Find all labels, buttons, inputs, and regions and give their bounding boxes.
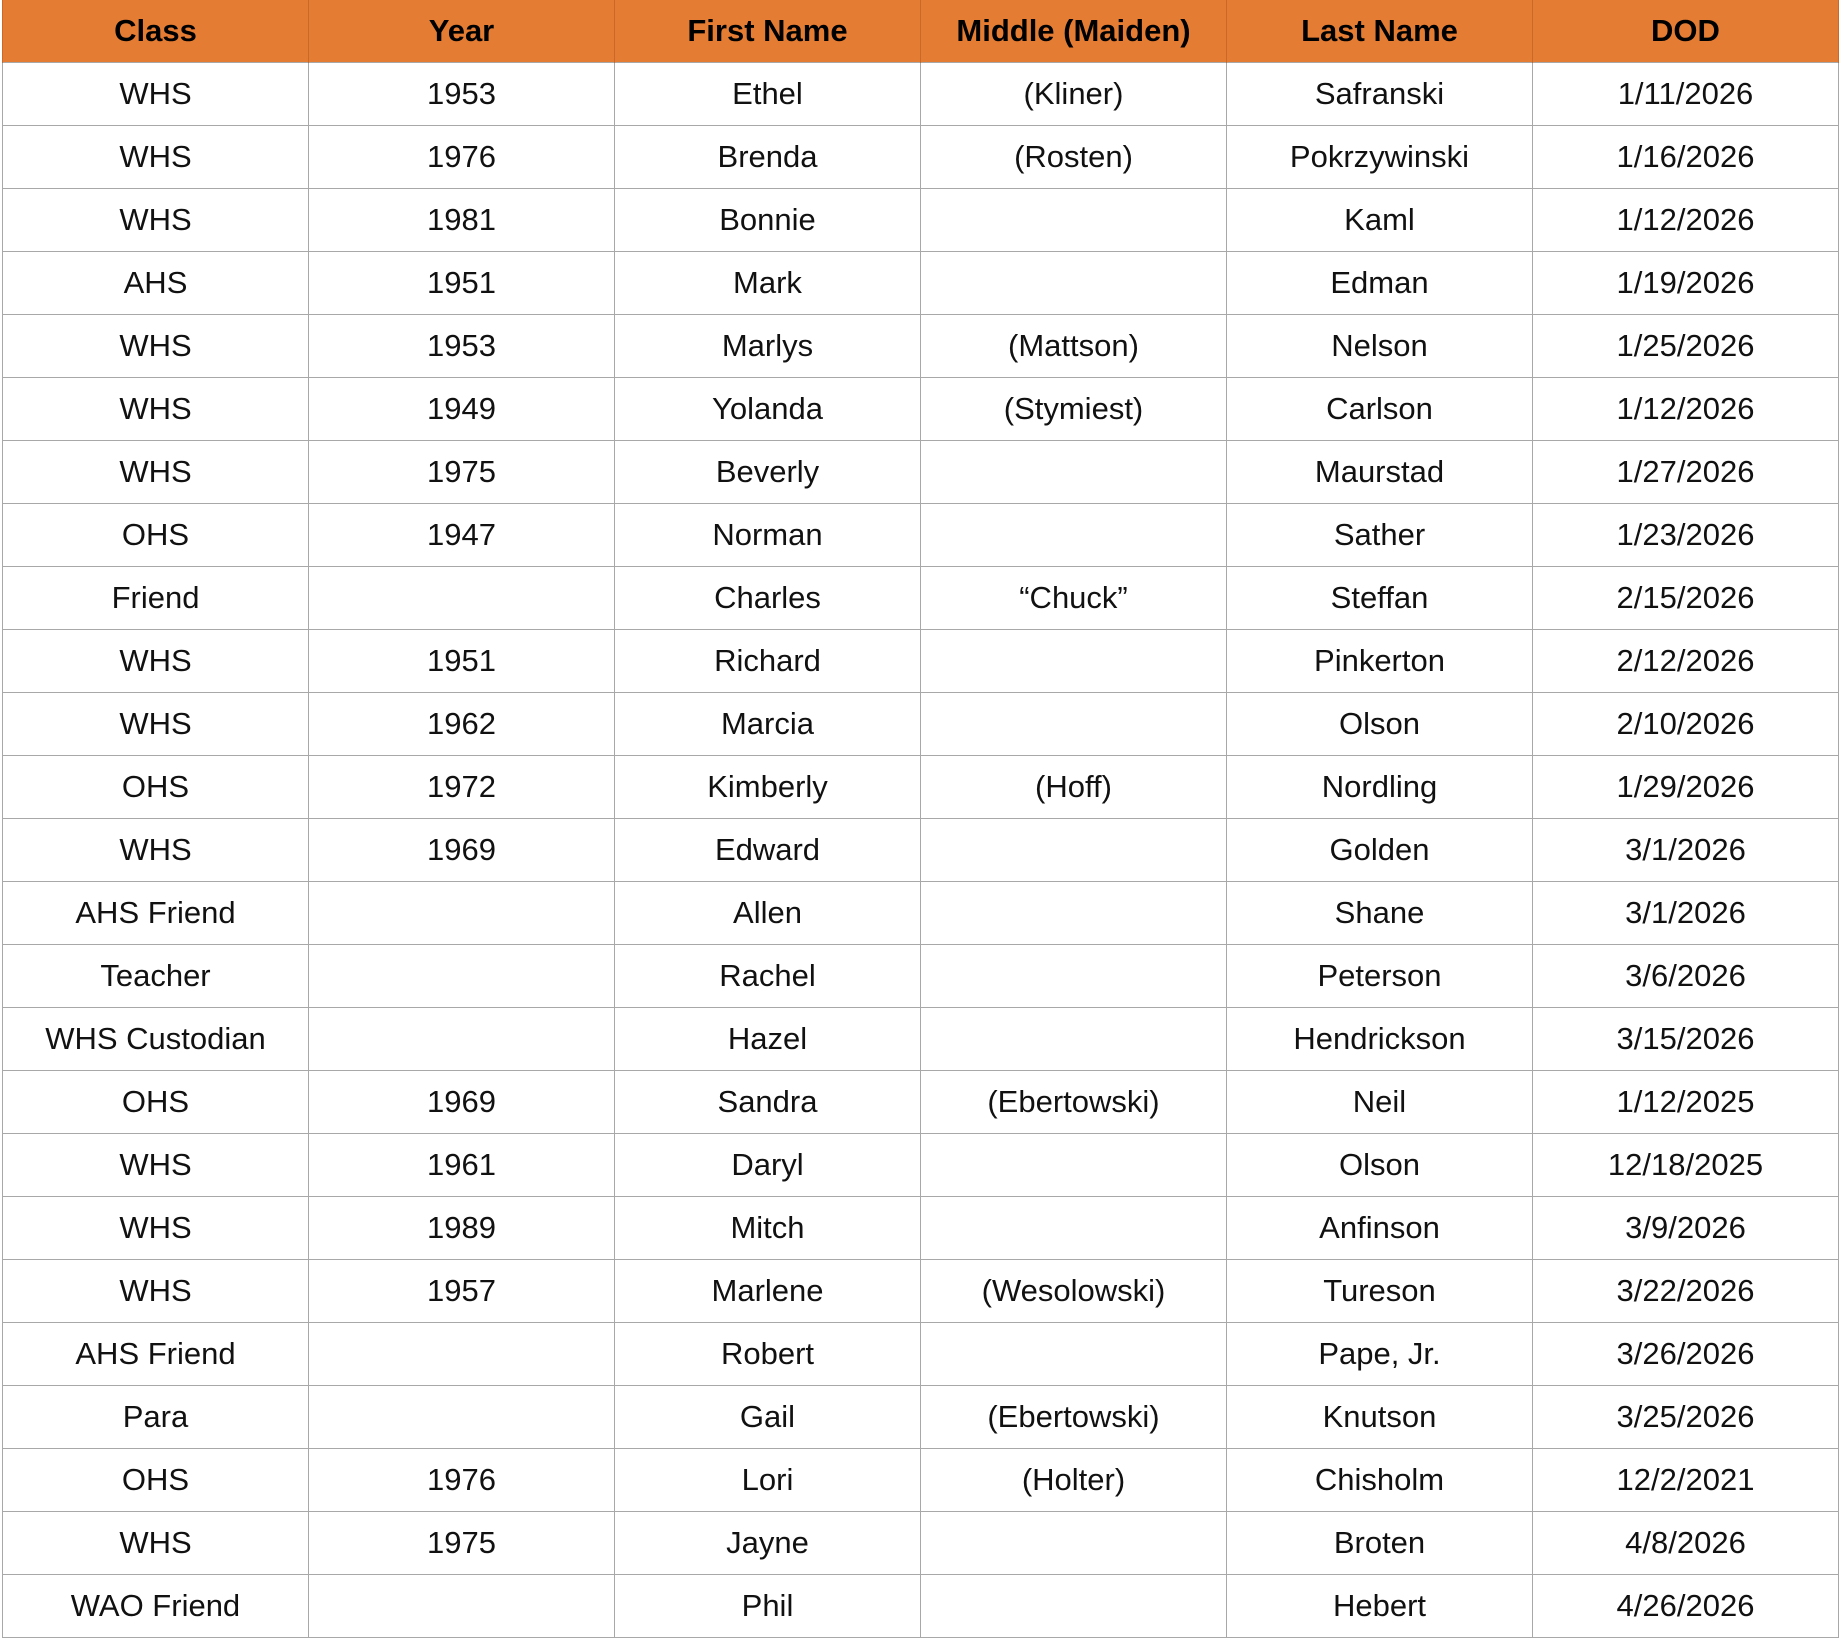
cell-class: OHS: [3, 1449, 309, 1512]
cell-class: WHS: [3, 1260, 309, 1323]
cell-last-name: Maurstad: [1227, 441, 1533, 504]
cell-dod: 1/16/2026: [1533, 126, 1839, 189]
cell-class: WHS: [3, 126, 309, 189]
cell-last-name: Edman: [1227, 252, 1533, 315]
cell-last-name: Hendrickson: [1227, 1008, 1533, 1071]
cell-first-name: Hazel: [615, 1008, 921, 1071]
cell-dod: 2/15/2026: [1533, 567, 1839, 630]
cell-class: WHS: [3, 441, 309, 504]
cell-year: 1962: [309, 693, 615, 756]
cell-year: [309, 567, 615, 630]
table-row: [3, 1008, 1839, 1071]
cell-dod: 1/12/2026: [1533, 189, 1839, 252]
cell-middle-maiden: [921, 945, 1227, 1008]
cell-year: [309, 945, 615, 1008]
cell-last-name: Olson: [1227, 693, 1533, 756]
cell-dod: 1/27/2026: [1533, 441, 1839, 504]
cell-dod: 3/9/2026: [1533, 1197, 1839, 1260]
cell-year: [309, 1386, 615, 1449]
cell-dod: 12/18/2025: [1533, 1134, 1839, 1197]
cell-year: [309, 1008, 615, 1071]
cell-dod: 1/25/2026: [1533, 315, 1839, 378]
table-row: [3, 819, 1839, 882]
table-row: [3, 315, 1839, 378]
cell-first-name: Lori: [615, 1449, 921, 1512]
cell-dod: 4/8/2026: [1533, 1512, 1839, 1575]
cell-class: WHS: [3, 1197, 309, 1260]
cell-class: WHS: [3, 315, 309, 378]
cell-last-name: Olson: [1227, 1134, 1533, 1197]
cell-dod: 3/26/2026: [1533, 1323, 1839, 1386]
cell-middle-maiden: (Ebertowski): [921, 1386, 1227, 1449]
column-header-last-name: Last Name: [1227, 0, 1533, 63]
cell-class: OHS: [3, 756, 309, 819]
cell-class: WHS: [3, 63, 309, 126]
cell-year: 1951: [309, 252, 615, 315]
cell-last-name: Carlson: [1227, 378, 1533, 441]
cell-class: WHS: [3, 189, 309, 252]
cell-dod: 1/11/2026: [1533, 63, 1839, 126]
cell-last-name: Broten: [1227, 1512, 1533, 1575]
cell-year: 1953: [309, 315, 615, 378]
cell-middle-maiden: “Chuck”: [921, 567, 1227, 630]
cell-last-name: Knutson: [1227, 1386, 1533, 1449]
table-row: [3, 567, 1839, 630]
cell-class: WHS: [3, 1134, 309, 1197]
cell-year: 1989: [309, 1197, 615, 1260]
cell-first-name: Mark: [615, 252, 921, 315]
cell-first-name: Allen: [615, 882, 921, 945]
cell-last-name: Shane: [1227, 882, 1533, 945]
cell-last-name: Neil: [1227, 1071, 1533, 1134]
cell-middle-maiden: [921, 1323, 1227, 1386]
cell-year: 1961: [309, 1134, 615, 1197]
cell-first-name: Marcia: [615, 693, 921, 756]
cell-dod: 12/2/2021: [1533, 1449, 1839, 1512]
cell-dod: 2/12/2026: [1533, 630, 1839, 693]
cell-middle-maiden: [921, 441, 1227, 504]
cell-last-name: Nelson: [1227, 315, 1533, 378]
cell-class: WHS: [3, 630, 309, 693]
cell-dod: 3/1/2026: [1533, 819, 1839, 882]
cell-middle-maiden: [921, 882, 1227, 945]
table-row: [3, 1449, 1839, 1512]
cell-class: Para: [3, 1386, 309, 1449]
cell-dod: 1/23/2026: [1533, 504, 1839, 567]
header-row: [3, 0, 1839, 63]
cell-dod: 1/12/2025: [1533, 1071, 1839, 1134]
cell-middle-maiden: [921, 189, 1227, 252]
cell-year: 1951: [309, 630, 615, 693]
cell-first-name: Phil: [615, 1575, 921, 1638]
cell-dod: 1/19/2026: [1533, 252, 1839, 315]
cell-last-name: Pinkerton: [1227, 630, 1533, 693]
cell-year: 1953: [309, 63, 615, 126]
cell-first-name: Gail: [615, 1386, 921, 1449]
cell-first-name: Rachel: [615, 945, 921, 1008]
cell-middle-maiden: (Kliner): [921, 63, 1227, 126]
cell-middle-maiden: [921, 1575, 1227, 1638]
table-row: [3, 1260, 1839, 1323]
cell-last-name: Golden: [1227, 819, 1533, 882]
cell-class: WHS: [3, 378, 309, 441]
cell-first-name: Ethel: [615, 63, 921, 126]
table-row: [3, 1575, 1839, 1638]
column-header-first-name: First Name: [615, 0, 921, 63]
cell-year: 1947: [309, 504, 615, 567]
obituary-table-container: [2, 0, 1838, 1638]
cell-last-name: Sather: [1227, 504, 1533, 567]
cell-dod: 2/10/2026: [1533, 693, 1839, 756]
table-row: [3, 882, 1839, 945]
cell-first-name: Robert: [615, 1323, 921, 1386]
cell-middle-maiden: [921, 1512, 1227, 1575]
cell-dod: 1/12/2026: [1533, 378, 1839, 441]
cell-middle-maiden: (Wesolowski): [921, 1260, 1227, 1323]
table-row: [3, 1512, 1839, 1575]
table-row: [3, 1071, 1839, 1134]
cell-year: [309, 1323, 615, 1386]
table-row: [3, 504, 1839, 567]
cell-last-name: Kaml: [1227, 189, 1533, 252]
cell-last-name: Steffan: [1227, 567, 1533, 630]
cell-dod: 3/22/2026: [1533, 1260, 1839, 1323]
column-header-class: Class: [3, 0, 309, 63]
cell-first-name: Norman: [615, 504, 921, 567]
table-row: [3, 252, 1839, 315]
cell-last-name: Hebert: [1227, 1575, 1533, 1638]
cell-first-name: Charles: [615, 567, 921, 630]
cell-last-name: Pape, Jr.: [1227, 1323, 1533, 1386]
cell-middle-maiden: [921, 630, 1227, 693]
obituary-table: [2, 0, 1839, 1638]
cell-class: Teacher: [3, 945, 309, 1008]
cell-first-name: Marlys: [615, 315, 921, 378]
table-header: [3, 0, 1839, 63]
cell-first-name: Yolanda: [615, 378, 921, 441]
cell-middle-maiden: (Ebertowski): [921, 1071, 1227, 1134]
cell-class: OHS: [3, 504, 309, 567]
cell-first-name: Bonnie: [615, 189, 921, 252]
cell-last-name: Pokrzywinski: [1227, 126, 1533, 189]
cell-dod: 1/29/2026: [1533, 756, 1839, 819]
cell-class: WHS: [3, 819, 309, 882]
table-row: [3, 945, 1839, 1008]
table-row: [3, 189, 1839, 252]
cell-year: 1976: [309, 1449, 615, 1512]
cell-dod: 3/1/2026: [1533, 882, 1839, 945]
cell-middle-maiden: (Holter): [921, 1449, 1227, 1512]
cell-last-name: Anfinson: [1227, 1197, 1533, 1260]
table-row: [3, 693, 1839, 756]
cell-dod: 3/6/2026: [1533, 945, 1839, 1008]
cell-year: 1972: [309, 756, 615, 819]
column-header-middle-maiden: Middle (Maiden): [921, 0, 1227, 63]
cell-dod: 3/15/2026: [1533, 1008, 1839, 1071]
cell-class: WHS: [3, 693, 309, 756]
table-row: [3, 1134, 1839, 1197]
cell-first-name: Kimberly: [615, 756, 921, 819]
cell-last-name: Peterson: [1227, 945, 1533, 1008]
cell-first-name: Edward: [615, 819, 921, 882]
cell-first-name: Marlene: [615, 1260, 921, 1323]
table-row: [3, 63, 1839, 126]
table-row: [3, 1323, 1839, 1386]
cell-first-name: Sandra: [615, 1071, 921, 1134]
table-body: [3, 63, 1839, 1638]
cell-class: WHS Custodian: [3, 1008, 309, 1071]
column-header-year: Year: [309, 0, 615, 63]
cell-class: AHS Friend: [3, 1323, 309, 1386]
cell-first-name: Daryl: [615, 1134, 921, 1197]
cell-middle-maiden: (Hoff): [921, 756, 1227, 819]
cell-middle-maiden: (Rosten): [921, 126, 1227, 189]
cell-class: AHS Friend: [3, 882, 309, 945]
cell-last-name: Tureson: [1227, 1260, 1533, 1323]
cell-dod: 4/26/2026: [1533, 1575, 1839, 1638]
cell-first-name: Jayne: [615, 1512, 921, 1575]
cell-first-name: Brenda: [615, 126, 921, 189]
cell-middle-maiden: [921, 504, 1227, 567]
table-row: [3, 756, 1839, 819]
table-row: [3, 630, 1839, 693]
cell-class: AHS: [3, 252, 309, 315]
cell-last-name: Chisholm: [1227, 1449, 1533, 1512]
cell-class: WAO Friend: [3, 1575, 309, 1638]
cell-year: 1975: [309, 1512, 615, 1575]
cell-middle-maiden: [921, 1134, 1227, 1197]
cell-last-name: Nordling: [1227, 756, 1533, 819]
table-row: [3, 378, 1839, 441]
cell-year: 1969: [309, 819, 615, 882]
cell-year: 1976: [309, 126, 615, 189]
cell-dod: 3/25/2026: [1533, 1386, 1839, 1449]
cell-year: [309, 1575, 615, 1638]
cell-class: WHS: [3, 1512, 309, 1575]
cell-middle-maiden: [921, 1008, 1227, 1071]
cell-year: [309, 882, 615, 945]
cell-year: 1975: [309, 441, 615, 504]
cell-year: 1969: [309, 1071, 615, 1134]
cell-first-name: Beverly: [615, 441, 921, 504]
cell-year: 1957: [309, 1260, 615, 1323]
column-header-dod: DOD: [1533, 0, 1839, 63]
cell-middle-maiden: [921, 1197, 1227, 1260]
cell-class: OHS: [3, 1071, 309, 1134]
cell-middle-maiden: [921, 819, 1227, 882]
cell-middle-maiden: [921, 693, 1227, 756]
table-row: [3, 441, 1839, 504]
table-row: [3, 1197, 1839, 1260]
cell-middle-maiden: (Stymiest): [921, 378, 1227, 441]
cell-middle-maiden: (Mattson): [921, 315, 1227, 378]
cell-first-name: Richard: [615, 630, 921, 693]
table-row: [3, 126, 1839, 189]
cell-class: Friend: [3, 567, 309, 630]
cell-middle-maiden: [921, 252, 1227, 315]
table-row: [3, 1386, 1839, 1449]
cell-last-name: Safranski: [1227, 63, 1533, 126]
cell-first-name: Mitch: [615, 1197, 921, 1260]
cell-year: 1981: [309, 189, 615, 252]
cell-year: 1949: [309, 378, 615, 441]
